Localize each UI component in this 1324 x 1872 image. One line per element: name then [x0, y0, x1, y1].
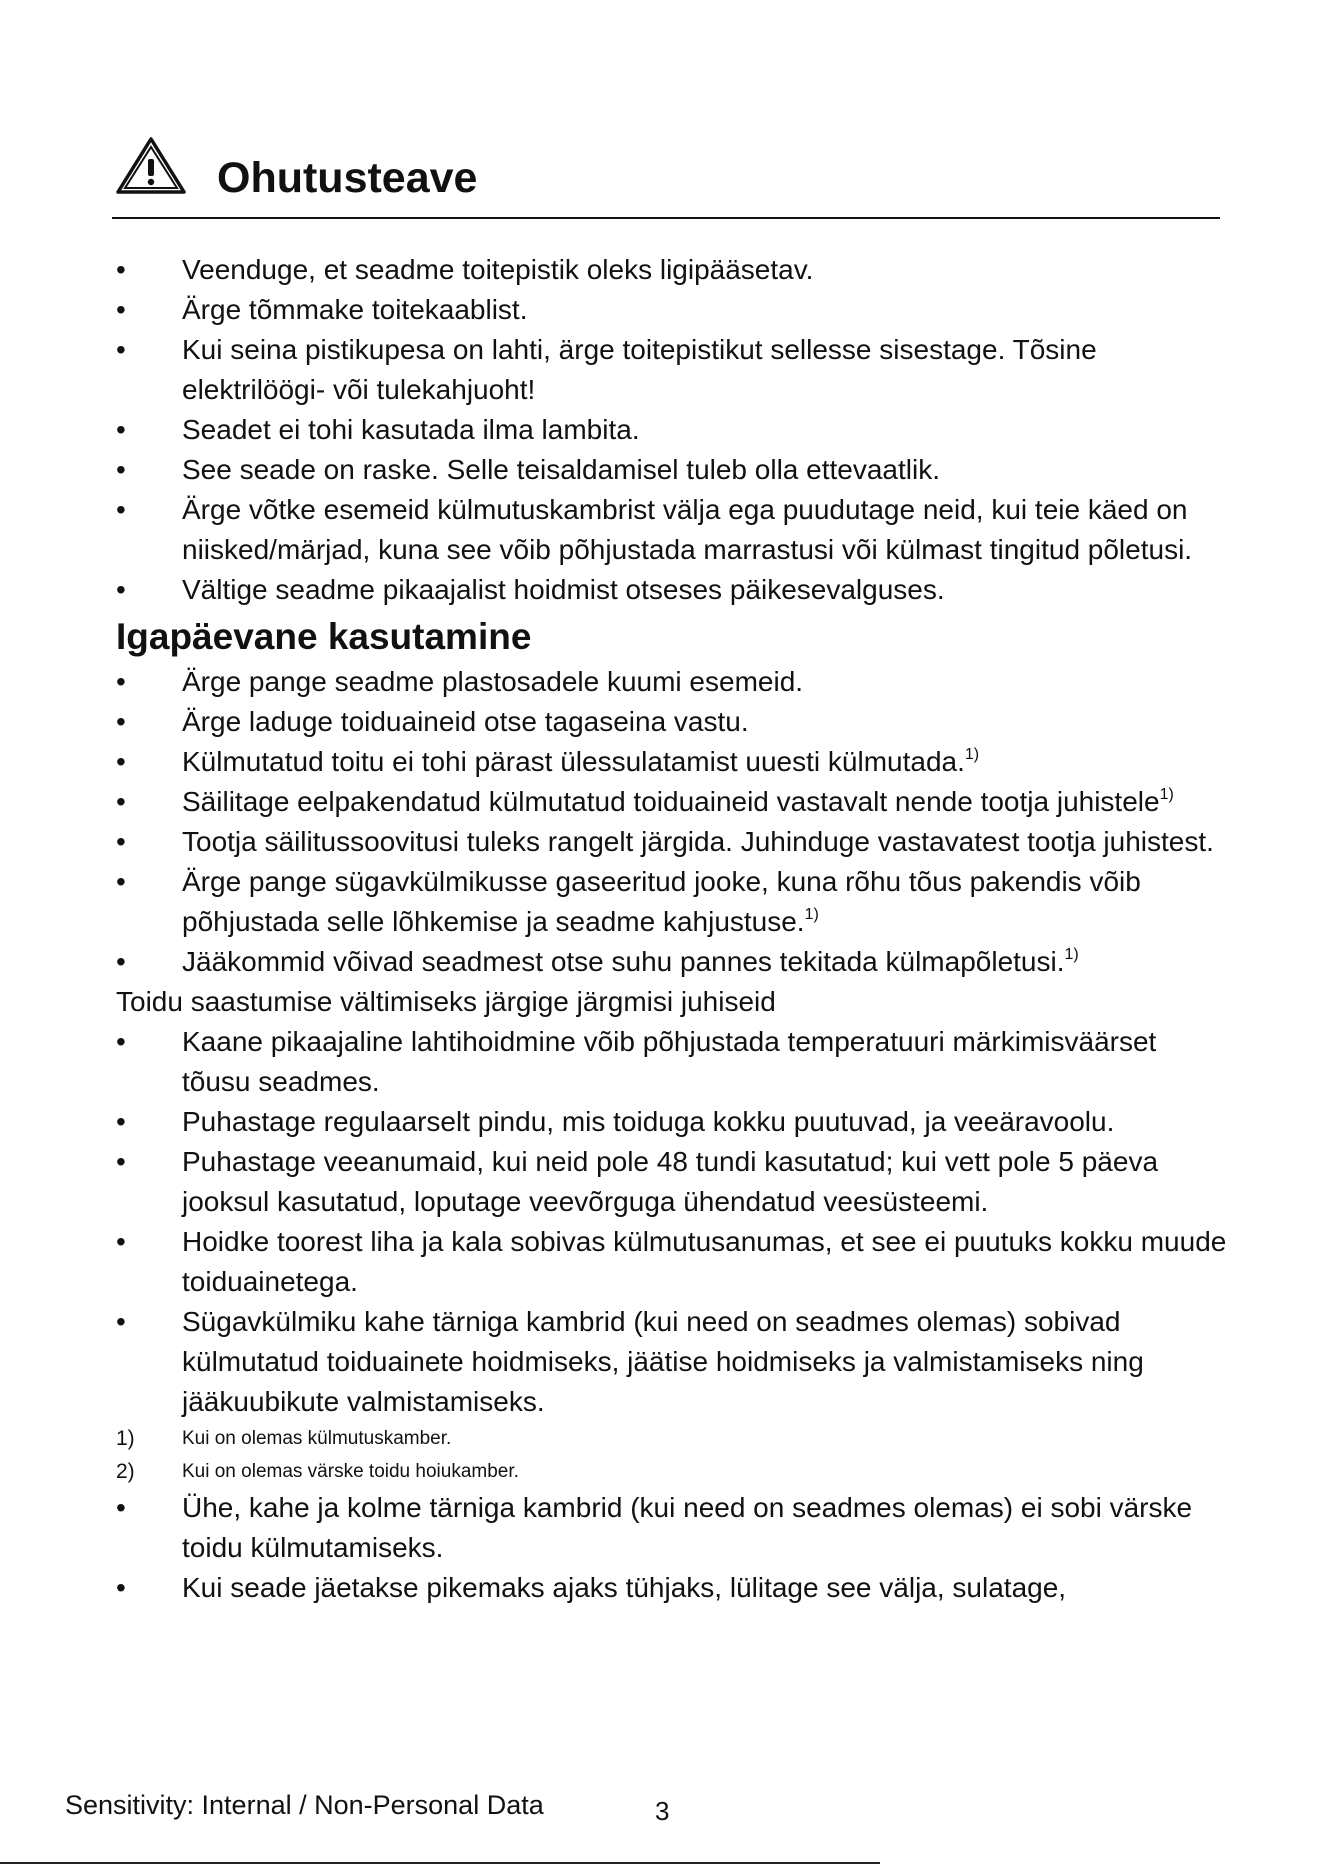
document-body: [112, 250, 1227, 1608]
footnote-ref: 1): [964, 746, 980, 763]
footnote-ref: 1): [1159, 786, 1174, 803]
list-item-text: Tootja säilitussoovitusi tuleks rangelt järgida. Juhinduge vastavatest tootja juhistest.: [182, 826, 1214, 857]
contamination-list: [112, 1022, 1227, 1422]
footnote-ref: 1): [804, 906, 819, 923]
list-item: [112, 862, 1227, 942]
list-item-text: Ärge pange seadme plastosadele kuumi esemeid.: [182, 666, 804, 697]
list-item: • Ühe, kahe ja kolme tärniga kambrid (kui need on seadmes olemas) ei sobi värske toidu külmutamiseks.: [112, 1488, 1227, 1568]
list-item: [112, 702, 1227, 742]
list-item: • Puhastage regulaarselt pindu, mis toiduga kokku puutuvad, ja veeäravoolu.: [112, 1102, 1227, 1142]
sensitivity-label: Sensitivity: Internal / Non-Personal Data: [65, 1790, 544, 1820]
list-item: • Ärge võtke esemeid külmutuskambrist välja ega puudutage neid, kui teie käed on niisked/märjad, kuna see võib põhjustada marrastusi või külmast tingitud põletusi.: [112, 490, 1227, 570]
list-item: [112, 662, 1227, 702]
bottom-divider: [0, 1862, 880, 1864]
contamination-intro: Toidu saastumise vältimiseks järgige järgmisi juhiseid: [116, 986, 776, 1017]
list-item: • Ärge tõmmake toitekaablist.: [112, 290, 1227, 330]
list-item: • Seadet ei tohi kasutada ilma lambita.: [112, 410, 1227, 450]
list-item-text: Ärge pange sügavkülmikusse gaseeritud jooke, kuna rõhu tõus pakendis võib põhjustada selle lõhkemise ja seadme kahjustuse.: [182, 866, 1141, 937]
list-item-text: Jääkommid võivad seadmest otse suhu pannes tekitada külmapõletusi.: [182, 946, 1065, 977]
title-underline: [112, 217, 1220, 219]
list-item: [112, 782, 1227, 822]
list-item: [112, 742, 1227, 782]
list-item: [112, 942, 1227, 982]
list-item: • See seade on raske. Selle teisaldamisel tuleb olla ettevaatlik.: [112, 450, 1227, 490]
list-item: • Sügavkülmiku kahe tärniga kambrid (kui need on seadmes olemas) sobivad külmutatud toiduainete hoidmiseks, jäätise hoidmiseks ja valmistamiseks ning jääkuubikute valmistamiseks.: [112, 1302, 1227, 1422]
footnote-number: 2): [116, 1460, 135, 1483]
page-number: 3: [655, 1796, 670, 1826]
list-item: [112, 822, 1227, 862]
list-item: • Veenduge, et seadme toitepistik oleks ligipääsetav.: [112, 250, 1227, 290]
footnote-number: 1): [116, 1427, 135, 1450]
safety-list: [112, 250, 1227, 610]
footnote-ref: 1): [1064, 946, 1079, 963]
footnote: [112, 1455, 1227, 1488]
final-list: [112, 1488, 1227, 1608]
list-item-text: Külmutatud toitu ei tohi pärast ülessulatamist uuesti külmutada.: [182, 746, 965, 777]
list-item: • Vältige seadme pikaajalist hoidmist otseses päikesevalguses.: [112, 570, 1227, 610]
list-item-text: Ärge laduge toiduaineid otse tagaseina vastu.: [182, 706, 749, 737]
list-item-text: Säilitage eelpakendatud külmutatud toiduaineid vastavalt nende tootja juhistele: [182, 786, 1160, 817]
warning-triangle-icon: [114, 134, 188, 198]
section-heading: Igapäevane kasutamine: [116, 616, 532, 657]
list-item: • Puhastage veeanumaid, kui neid pole 48 tundi kasutatud; kui vett pole 5 päeva jooksul kasutatud, loputage veevõrguga ühendatud veesüsteemi.: [112, 1142, 1227, 1222]
list-item: • Kui seina pistikupesa on lahti, ärge toitepistikut sellesse sisestage. Tõsine elektrilöögi- või tulekahjuoht!: [112, 330, 1227, 410]
list-item: • Kui seade jäetakse pikemaks ajaks tühjaks, lülitage see välja, sulatage,: [112, 1568, 1227, 1608]
list-item: • Hoidke toorest liha ja kala sobivas külmutusanumas, et see ei puutuks kokku muude toiduainetega.: [112, 1222, 1227, 1302]
footnote-text: Kui on olemas värske toidu hoiukamber.: [182, 1461, 519, 1482]
footnote: [112, 1422, 1227, 1455]
daily-use-list: [112, 662, 1227, 982]
list-item: • Kaane pikaajaline lahtihoidmine võib põhjustada temperatuuri märkimisväärset tõusu seadmes.: [112, 1022, 1227, 1102]
footnote-text: Kui on olemas külmutuskamber.: [182, 1428, 452, 1449]
page-title: Ohutusteave: [217, 154, 478, 202]
page-header: [112, 130, 1220, 220]
